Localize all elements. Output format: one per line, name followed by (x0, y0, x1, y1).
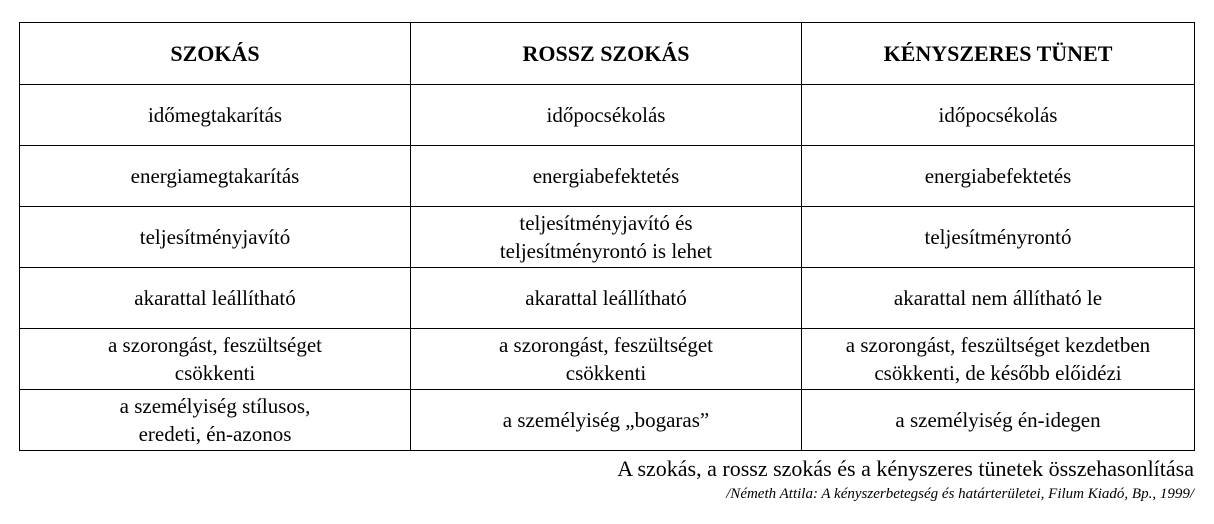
table-cell: időpocsékolás (411, 85, 802, 146)
table-cell: teljesítményjavító (20, 207, 411, 268)
table-row (20, 85, 1195, 146)
table-cell: akarattal nem állítható le (802, 268, 1195, 329)
header-habit: SZOKÁS (20, 23, 411, 85)
table-cell: a személyiség én-idegen (802, 390, 1195, 451)
table-cell: energiabefektetés (802, 146, 1195, 207)
table-row (20, 207, 1195, 268)
table-cell: energiamegtakarítás (20, 146, 411, 207)
source-citation: /Németh Attila: A kényszerbetegség és határterületei, Filum Kiadó, Bp., 1999/ (726, 486, 1194, 502)
table-row (20, 329, 1195, 390)
table-cell: időmegtakarítás (20, 85, 411, 146)
table-cell: a szorongást, feszültséget csökkenti (411, 329, 802, 390)
table-cell: teljesítményrontó (802, 207, 1195, 268)
table-cell: időpocsékolás (802, 85, 1195, 146)
table-cell: akarattal leállítható (411, 268, 802, 329)
header-row (20, 23, 1195, 85)
comparison-table (19, 22, 1195, 451)
table-cell: akarattal leállítható (20, 268, 411, 329)
table-row (20, 146, 1195, 207)
table-cell: teljesítményjavító és teljesítményrontó is lehet (411, 207, 802, 268)
table-cell: a személyiség „bogaras” (411, 390, 802, 451)
table-cell: energiabefektetés (411, 146, 802, 207)
table-cell: a szorongást, feszültséget kezdetben csökkenti, de később előidézi (802, 329, 1195, 390)
table-cell: a szorongást, feszültséget csökkenti (20, 329, 411, 390)
table-cell: a személyiség stílusos, eredeti, én-azonos (20, 390, 411, 451)
header-compulsive-symptom: KÉNYSZERES TÜNET (802, 23, 1195, 85)
header-bad-habit: ROSSZ SZOKÁS (411, 23, 802, 85)
table-row (20, 268, 1195, 329)
table-row (20, 390, 1195, 451)
table-caption: A szokás, a rossz szokás és a kényszeres tünetek összehasonlítása (617, 456, 1194, 481)
